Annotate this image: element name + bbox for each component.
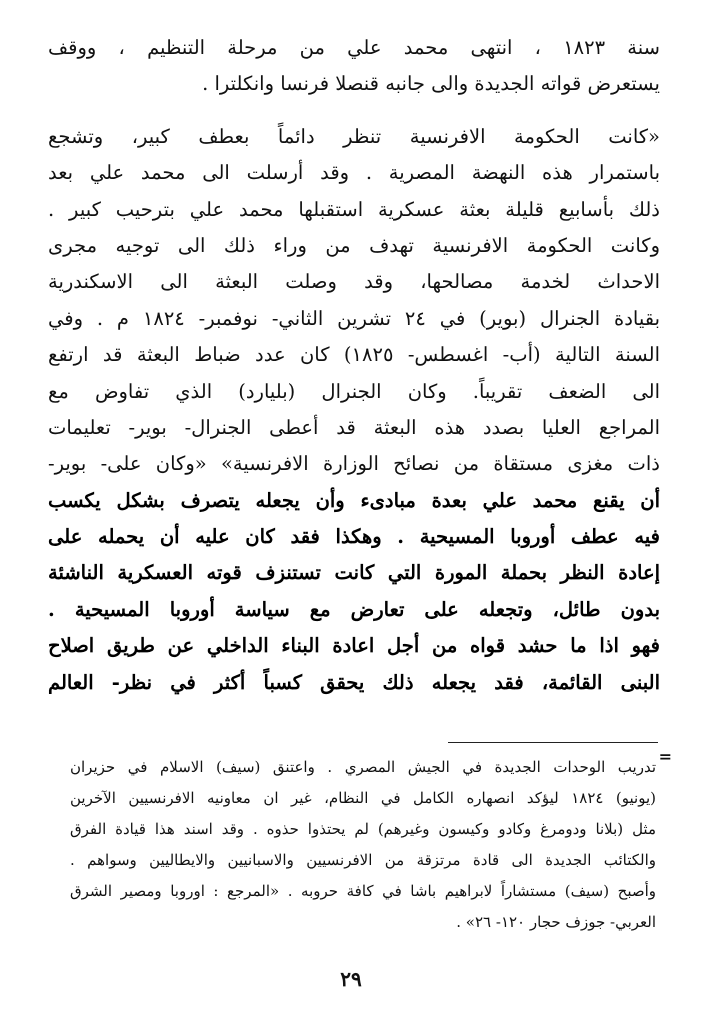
body-line-bold: فهو اذا ما حشد قواه من أجل اعادة البناء الداخلي عن طريق اصلاح	[48, 634, 660, 658]
body-line: المراجع العليا بصدد هذه البعثة قد أعطى الجنرال- بوير- تعليمات	[48, 415, 660, 439]
body-line-bold: فيه عطف أوروبا المسيحية . وهكذا فقد كان عليه أن يحمله على	[48, 525, 660, 549]
body-line-bold: إعادة النظر بحملة المورة التي كانت تستنزف قوته العسكرية الناشئة	[48, 561, 660, 585]
page-number: ٢٩	[340, 967, 362, 991]
footnote-line: تدريب الوحدات الجديدة في الجيش المصري . واعتنق (سيف) الاسلام في حزيران	[70, 758, 656, 776]
body-line: ذات مغزى مستقاة من نصائح الوزارة الافرنسية» «وكان على- بوير-	[48, 452, 660, 476]
body-line: ذلك بأسابيع قليلة بعثة عسكرية استقبلها محمد علي بترحيب كبير .	[48, 197, 660, 221]
body-line: سنة ١٨٢٣ ، انتهى محمد علي من مرحلة التنظيم ، ووقف	[48, 36, 660, 59]
body-line: وكانت الحكومة الافرنسية تهدف من وراء ذلك الى توجيه مجرى	[48, 233, 660, 257]
body-line: الى الضعف تقريباً. وكان الجنرال (بليارد) الذي تفاوض مع	[48, 379, 660, 403]
body-line: السنة التالية (أب- اغسطس- ١٨٢٥) كان عدد ضباط البعثة قد ارتفع	[48, 343, 660, 367]
body-line: بقيادة الجنرال (بوير) في ٢٤ تشرين الثاني- نوفمبر- ١٨٢٤ م . وفي	[48, 306, 660, 330]
body-line: الاحداث لخدمة مصالحها، وقد وصلت البعثة الى الاسكندرية	[48, 270, 660, 294]
body-line-bold: بدون طائل، وتجعله على تعارض مع سياسة أوروبا المسيحية .	[48, 597, 660, 621]
footnote-line: والكتائب الجديدة الى قادة مرتزقة من الافرنسيين والاسبانيين والايطاليين وسواهم .	[70, 851, 656, 869]
footnote-line: العربي- جوزف حجار ١٢٠- ٢٦» .	[456, 913, 656, 931]
footnote-block	[70, 752, 656, 938]
footnote-separator	[448, 742, 658, 743]
body-line-bold: البنى القائمة، فقد يجعله ذلك يحقق كسباً أكثر في نظر- العالم	[48, 670, 660, 694]
main-text-block	[48, 30, 660, 701]
footnote-continuation-marker: =	[658, 747, 672, 766]
body-line: باستمرار هذه النهضة المصرية . وقد أرسلت الى محمد علي بعد	[48, 161, 660, 185]
body-line-bold: أن يقنع محمد علي بعدة مبادىء وأن يجعله يتصرف بشكل يكسب	[48, 488, 660, 512]
footnote-line: وأصبح (سيف) مستشاراً لابراهيم باشا في كافة حروبه . «المرجع : اوروبا ومصير الشرق	[70, 882, 656, 900]
body-line: يستعرض قواته الجديدة والى جانبه قنصلا فرنسا وانكلترا .	[202, 72, 660, 96]
footnote-line: مثل (بلانا ودومرغ وكادو وكيسون وغيرهم) لم يحتذوا حذوه . وقد اسند هذا قيادة الفرق	[70, 820, 656, 838]
body-line: «كانت الحكومة الافرنسية تنظر دائماً بعطف كبير، وتشجع	[48, 124, 660, 148]
footnote-line: (يونيو) ١٨٢٤ ليؤكد انصهاره الكامل في النظام، غير ان معاونيه الافرنسيين الآخرين	[70, 789, 656, 807]
